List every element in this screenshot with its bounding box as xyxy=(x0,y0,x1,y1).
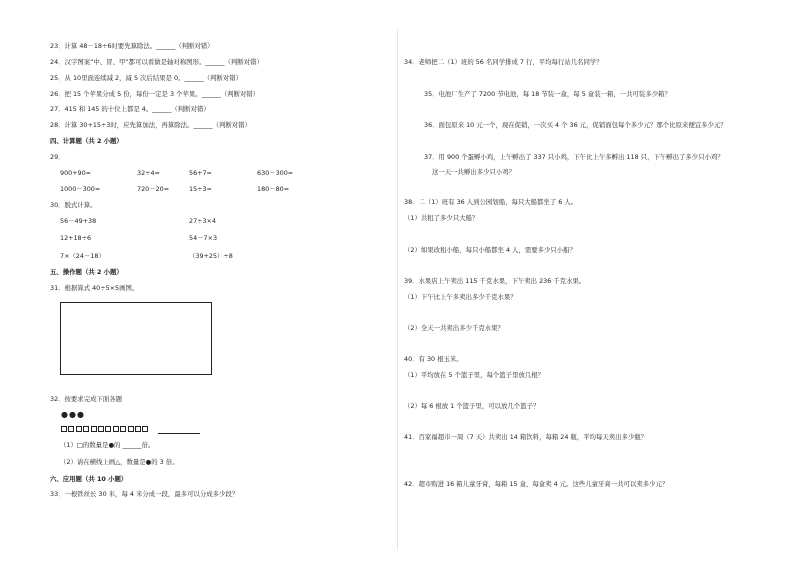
question-27: 27．415 和 145 的十位上都是 4。______（判断对错） xyxy=(50,105,210,113)
question-26: 26．把 15 个苹果分成 5 份，每份一定是 3 个苹果。______（判断对错） xyxy=(50,90,260,98)
question-41: 41．百家福超市一周（7 天）共卖出 14 箱饮料，每箱 24 瓶，平均每天卖出多少瓶？ xyxy=(404,433,648,441)
calc-cell: 630－300= xyxy=(257,169,294,177)
drawing-box[interactable] xyxy=(60,302,212,375)
question-42: 42．超市购进 16 箱儿童牙膏，每箱 15 盒，每盒卖 4 元。这些儿童牙膏一共可以卖多少元？ xyxy=(404,480,669,488)
calc-cell: 1000－300= xyxy=(60,185,101,193)
calc-cell: 900+90= xyxy=(60,169,92,177)
square-shape xyxy=(61,426,67,432)
section-5-heading: 五、操作题（共 2 小题） xyxy=(50,268,123,276)
question-24: 24．汉字图案“中、冒、甲”都可以看做是轴对称图形。______（判断对错） xyxy=(50,58,263,66)
squares-row xyxy=(61,426,148,432)
question-29: 29． xyxy=(50,153,65,161)
question-35: 35．电池厂生产了 7200 节电池，每 18 节装一盒，每 5 盒装一箱，一共可装多少箱？ xyxy=(424,90,671,98)
square-shape xyxy=(91,426,97,432)
calc-cell: （39+25）÷8 xyxy=(189,252,233,260)
section-4-heading: 四、计算题（共 2 小题） xyxy=(50,137,123,145)
question-38-1: （1）共租了多少只大船？ xyxy=(404,214,479,222)
answer-line[interactable] xyxy=(158,433,200,434)
question-37: 37．用 900 个蛋孵小鸡，上午孵出了 337 只小鸡，下午比上午多孵出 118 只，下午孵出了多少只小鸡？ xyxy=(424,153,724,161)
square-shape xyxy=(113,426,119,432)
square-shape xyxy=(76,426,82,432)
square-shape xyxy=(68,426,74,432)
question-32-1: （1）□的数量是●的 ______倍。 xyxy=(60,441,155,449)
section-6-heading: 六、应用题（共 10 小题） xyxy=(50,475,128,483)
calc-cell: 15÷3= xyxy=(189,185,212,193)
question-39-1: （1）下午比上午多卖出多少千克水果？ xyxy=(404,293,517,301)
question-32-2: （2）请在横线上画△，数量是●的 3 倍。 xyxy=(60,458,179,466)
question-36: 36．面包原来 10 元一个，现在促销，一次买 4 个 36 元，促销面包每个多少元？那个比原来便宜多少元？ xyxy=(424,121,727,129)
question-38-2: （2）如果改租小船，每只小船都坐 4 人，需要多少只小船？ xyxy=(404,246,576,254)
question-37-cont: 这一天一共孵出多少只小鸡？ xyxy=(432,168,516,176)
calc-cell: 180－80= xyxy=(257,185,290,193)
question-40: 40．有 30 根玉米。 xyxy=(404,355,463,363)
question-32: 32．按要求完成下面各题 xyxy=(50,395,123,403)
question-31: 31．根据算式 40÷5×5画图。 xyxy=(50,284,139,292)
question-30: 30．脱式计算。 xyxy=(50,201,97,209)
square-shape xyxy=(120,426,126,432)
calc-cell: 54－7×3 xyxy=(189,234,218,242)
square-shape xyxy=(83,426,89,432)
calc-cell: 720－20= xyxy=(137,185,170,193)
square-shape xyxy=(135,426,141,432)
calc-cell: 27÷3×4 xyxy=(189,217,216,225)
question-40-1: （1）平均放在 5 个篮子里，每个篮子里放几根？ xyxy=(404,371,545,379)
dots-row: ●●● xyxy=(61,410,85,419)
question-25: 25．从 10里面连续减 2，减 5 次后结果是 0。______（判断对错） xyxy=(50,74,242,82)
calc-cell: 12+18÷6 xyxy=(60,234,92,242)
question-34: 34．老师把二（1）班的 56 名同学排成 7 行，平均每行站几名同学？ xyxy=(404,58,603,66)
calc-cell: 7×（24－18） xyxy=(60,252,105,260)
square-shape xyxy=(105,426,111,432)
square-shape xyxy=(98,426,104,432)
square-shape xyxy=(128,426,134,432)
square-shape xyxy=(142,426,148,432)
question-39-2: （2）全天一共卖出多少千克水果？ xyxy=(404,324,504,332)
question-23: 23．计算 48－18÷6时要先算除法。______（判断对错） xyxy=(50,42,214,50)
question-33: 33．一根铁丝长 30 米，每 4 米分成一段，最多可以分成多少段？ xyxy=(50,490,239,498)
calc-cell: 56+7= xyxy=(189,169,212,177)
question-28: 28．计算 30+15÷3时，应先算加法，再算除法。______（判断对错） xyxy=(50,121,251,129)
question-39: 39．水果店上午卖出 115 千克水果，下午卖出 236 千克水果。 xyxy=(404,277,586,285)
column-divider xyxy=(397,30,398,550)
calc-cell: 32÷4= xyxy=(137,169,160,177)
calc-cell: 56－49+38 xyxy=(60,217,97,225)
question-40-2: （2）每 6 根放 1 个篮子里，可以放几个篮子？ xyxy=(404,402,540,410)
question-38: 38．二（1）班有 36 人到公园划船，每只大船都坐了 6 人。 xyxy=(404,198,578,206)
